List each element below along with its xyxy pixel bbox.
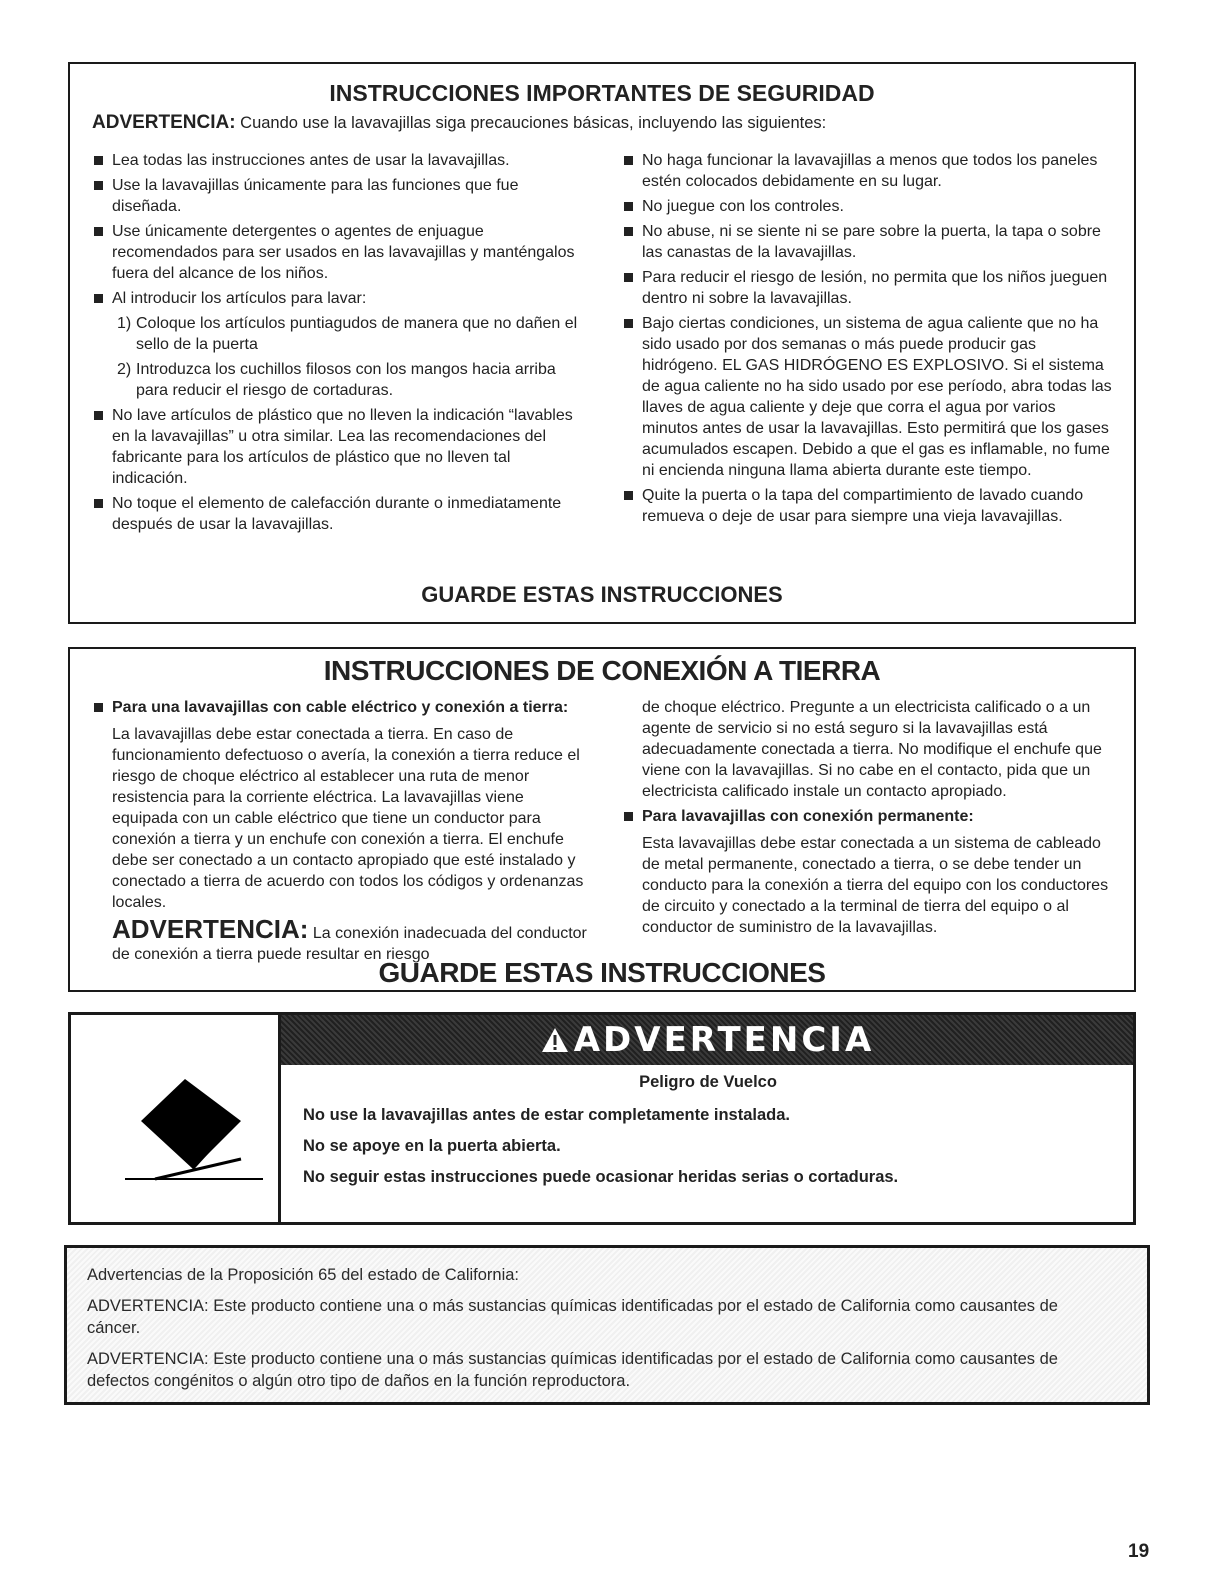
list-item: No haga funcionar la lavavajillas a menos que todos los paneles estén colocados debidamente en su lugar. xyxy=(622,150,1112,192)
prop65-line: Advertencias de la Proposición 65 del estado de California: xyxy=(87,1266,520,1284)
safety-lead xyxy=(92,112,826,134)
grounding-left-column xyxy=(92,697,592,965)
safety-footer: GUARDE ESTAS INSTRUCCIONES xyxy=(421,582,783,607)
bullet-square-icon xyxy=(94,227,103,236)
list-item: Quite la puerta o la tapa del compartimiento de lavado cuando remueva o deje de usar para siempre una vieja lavavajillas. xyxy=(622,485,1112,527)
safety-warning-text: Cuando use la lavavajillas siga precauciones básicas, incluyendo las siguientes: xyxy=(235,114,827,132)
tip-over-hazard-icon xyxy=(123,1075,263,1185)
bullet-square-icon xyxy=(94,499,103,508)
grounding-paragraph: La lavavajillas debe estar conectada a tierra. En caso de funcionamiento defectuoso o avería, la conexión a tierra reduce el riesgo de choque eléctrico al establecer una ruta de menor resistencia para la corriente eléctrica. La lavavajillas viene equipada con un cable eléctrico que tiene un conductor para conexión a tierra y un enchufe con conexión a tierra. El enchufe debe ser conectado a un contacto apropiado que esté instalado y conectado a tierra de acuerdo con todos los códigos y ordenanzas locales. xyxy=(112,726,584,911)
grounding-footer: GUARDE ESTAS INSTRUCCIONES xyxy=(378,957,826,988)
tip-over-warning-box xyxy=(68,1012,1136,1225)
bullet-square-icon xyxy=(94,156,103,165)
grounding-continuation: de choque eléctrico. Pregunte a un electricista calificado o a un agente de servicio si no está seguro si la lavavajillas está adecuadamente conectada a tierra. No modifique el enchufe que viene con la lavavajillas. Si no cabe en el contacto, pida que un electricista calificado instale un contacto apropiado. xyxy=(642,699,1102,800)
list-item: No toque el elemento de calefacción durante o inmediatamente después de usar la lavavajillas. xyxy=(92,493,582,535)
bullet-square-icon xyxy=(94,703,103,712)
prop65-line: ADVERTENCIA: Este producto contiene una o más sustancias químicas identificadas por el estado de California como causantes de defectos congénitos o algún otro tipo de daños en la función reproductora. xyxy=(87,1350,1058,1390)
prop65-box xyxy=(64,1245,1150,1405)
prop65-text xyxy=(87,1264,1107,1401)
tip-over-line: No use la lavavajillas antes de estar completamente instalada. xyxy=(303,1106,790,1124)
list-item: Use únicamente detergentes o agentes de enjuague recomendados para ser usados en las lavavajillas y manténgalos fuera del alcance de los niños. xyxy=(92,221,582,284)
tip-over-icon-cell xyxy=(71,1015,281,1222)
list-item: Use la lavavajillas únicamente para las funciones que fue diseñada. xyxy=(92,175,582,217)
list-item: No juegue con los controles. xyxy=(622,196,1112,217)
bullet-square-icon xyxy=(624,491,633,500)
list-item: Bajo ciertas condiciones, un sistema de agua caliente que no ha sido usado por dos semanas o más puede producir gas hidrógeno. EL GAS HIDRÓGENO ES EXPLOSIVO. Si el sistema de agua caliente no ha sido usado por ese período, abra todas las llaves de agua caliente y deje que corra el agua por varios minutos antes de usar la lavavajillas. Esto permitirá que los gases acumulados escapen. Debido a que el gas es inflamable, no fume ni encienda ninguna llama abierta durante este tiempo. xyxy=(622,313,1112,481)
list-item: No lave artículos de plástico que no lleven la indicación “lavables en la lavavajillas” u otra similar. Lea las recomendaciones del fabricante para los artículos de plástico que no lleven tal indicación. xyxy=(92,405,582,489)
list-item: Al introducir los artículos para lavar: xyxy=(92,288,582,309)
bullet-square-icon xyxy=(94,181,103,190)
tip-over-line: No se apoye en la puerta abierta. xyxy=(303,1137,561,1155)
page-number: 19 xyxy=(1128,1541,1150,1562)
bullet-square-icon xyxy=(94,411,103,420)
safety-title: INSTRUCCIONES IMPORTANTES DE SEGURIDAD xyxy=(329,80,875,106)
tip-over-line: No seguir estas instrucciones puede ocasionar heridas serias o cortaduras. xyxy=(303,1168,899,1186)
warning-triangle-icon xyxy=(540,1026,570,1054)
bullet-square-icon xyxy=(624,156,633,165)
grounding-warning-word: ADVERTENCIA: xyxy=(112,914,309,944)
sub-list-item: 2) Introduzca los cuchillos filosos con los mangos hacia arriba para reducir el riesgo de cortaduras. xyxy=(117,361,556,399)
list-item: Lea todas las instrucciones antes de usar la lavavajillas. xyxy=(92,150,582,171)
bullet-square-icon xyxy=(624,227,633,236)
bullet-square-icon xyxy=(94,294,103,303)
grounding-paragraph-permanent: Esta lavavajillas debe estar conectada a un sistema de cableado de metal permanente, conectado a tierra, o se debe tender un conducto para la conexión a tierra del equipo con los conductores de circuito y conectado a la terminal de tierra del equipo o al conductor de suministro de la lavavajillas. xyxy=(642,835,1109,936)
bullet-square-icon xyxy=(624,202,633,211)
grounding-warning-text: La conexión inadecuada del conductor de conexión a tierra puede resultar en riesgo xyxy=(112,925,587,963)
safety-warning-word: ADVERTENCIA: xyxy=(92,112,236,133)
safety-instructions-box xyxy=(68,62,1136,624)
safety-left-column xyxy=(92,150,582,539)
warning-banner-text: ADVERTENCIA xyxy=(540,1020,875,1060)
warning-banner xyxy=(281,1015,1133,1065)
prop65-line: ADVERTENCIA: Este producto contiene una o más sustancias químicas identificadas por el estado de California como causantes de cáncer. xyxy=(87,1297,1058,1337)
bullet-square-icon xyxy=(624,319,633,328)
grounding-title: INSTRUCCIONES DE CONEXIÓN A TIERRA xyxy=(323,655,881,686)
tip-over-heading: Peligro de Vuelco xyxy=(639,1073,777,1091)
grounding-heading-cord: Para una lavavajillas con cable eléctrico y conexión a tierra: xyxy=(92,697,592,718)
list-item: No abuse, ni se siente ni se pare sobre la puerta, la tapa o sobre las canastas de la lavavajillas. xyxy=(622,221,1112,263)
bullet-square-icon xyxy=(624,273,633,282)
tip-over-body xyxy=(303,1073,1113,1199)
grounding-heading-permanent: Para lavavajillas con conexión permanente: xyxy=(622,806,1112,827)
grounding-right-column xyxy=(622,697,1112,938)
bullet-square-icon xyxy=(624,812,633,821)
safety-right-column xyxy=(622,150,1112,531)
grounding-instructions-box xyxy=(68,647,1136,992)
list-item: Para reducir el riesgo de lesión, no permita que los niños jueguen dentro ni sobre la lavavajillas. xyxy=(622,267,1112,309)
sub-list-item: 1) Coloque los artículos puntiagudos de manera que no dañen el sello de la puerta xyxy=(117,315,578,353)
